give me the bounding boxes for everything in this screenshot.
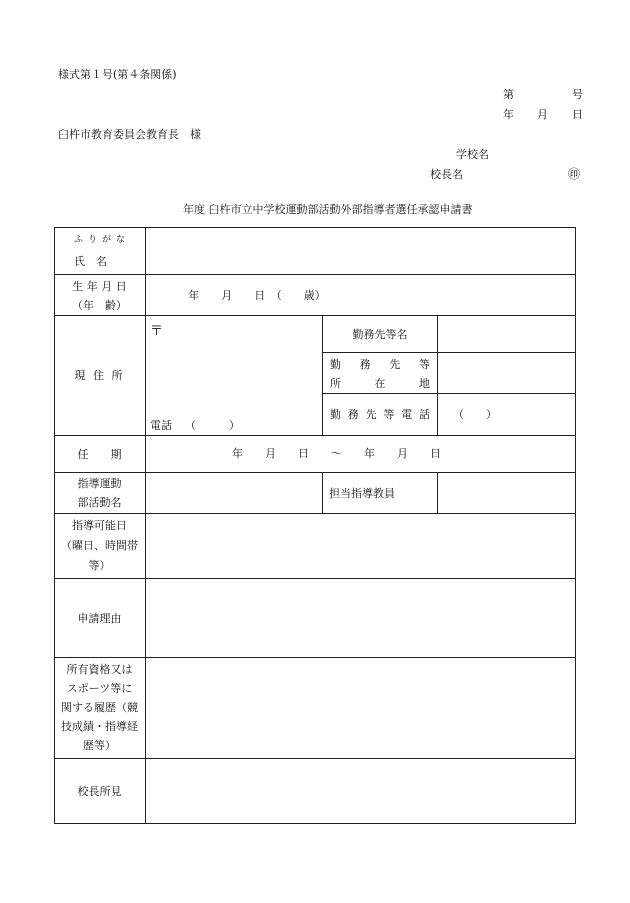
qualifications-field[interactable]: [146, 658, 575, 758]
document-title: 年度 臼杵市立中学校運動部活動外部指導者選任承認申請書: [183, 203, 473, 216]
reason-label: 申請理由: [77, 611, 122, 625]
available-days-label: 指導可能日 （曜日、時間帯 等）: [61, 519, 138, 572]
workplace-name-field[interactable]: [438, 316, 575, 352]
reason-field[interactable]: [146, 579, 575, 657]
term-value[interactable]: 年 月 日 ～ 年 月 日: [232, 447, 441, 460]
term-label: 任 期: [77, 447, 122, 461]
principal-name-label: 校長名: [430, 168, 463, 181]
form-number: 様式第１号(第４条関係): [58, 68, 177, 81]
principal-opinion-label: 校長所見: [77, 784, 122, 798]
address-label: 現 住 所: [74, 369, 125, 382]
seal-mark: ㊞: [568, 167, 581, 181]
furigana-label: ふりがな: [74, 234, 131, 245]
birth-date-label: 生 年 月 日 （年 齢）: [72, 280, 127, 312]
workplace-phone-field[interactable]: （ ）: [453, 408, 497, 421]
workplace-address-field[interactable]: [438, 353, 575, 393]
workplace-name-label: 勤務先等名: [352, 327, 408, 341]
qualifications-label: 所有資格又は スポーツ等に 関する履歴（競 技成績・指導経 歴等）: [61, 663, 138, 752]
club-name-label: 指導運動 部活動名: [77, 477, 122, 509]
principal-opinion-field[interactable]: [146, 759, 575, 823]
workplace-phone-label: 勤 務 先 等 電 話: [330, 408, 430, 421]
club-name-field[interactable]: [146, 473, 322, 513]
supervising-teacher-label: 担当指導教員: [329, 486, 395, 500]
postal-mark: 〒: [150, 324, 164, 339]
phone-label: 電話: [150, 419, 172, 432]
name-label: 氏 名: [74, 255, 107, 268]
school-name-label: 学校名: [456, 148, 489, 161]
date-day: 日: [572, 108, 583, 121]
application-table: [54, 227, 576, 824]
date-year: 年: [503, 108, 514, 121]
date-month: 月: [537, 108, 548, 121]
birth-date-value[interactable]: 年 月 日 （ 歳）: [188, 288, 326, 302]
name-field[interactable]: [146, 228, 575, 274]
addressee: 臼杵市教育委員会教育長 様: [58, 128, 201, 141]
supervising-teacher-field[interactable]: [438, 473, 575, 513]
available-days-field[interactable]: [146, 514, 575, 578]
doc-no-suffix: 号: [572, 88, 583, 101]
workplace-address-label: 勤 務 先 等 所 在 地: [330, 358, 430, 390]
phone-field[interactable]: （ ）: [185, 419, 240, 432]
doc-no-prefix: 第: [503, 88, 514, 101]
